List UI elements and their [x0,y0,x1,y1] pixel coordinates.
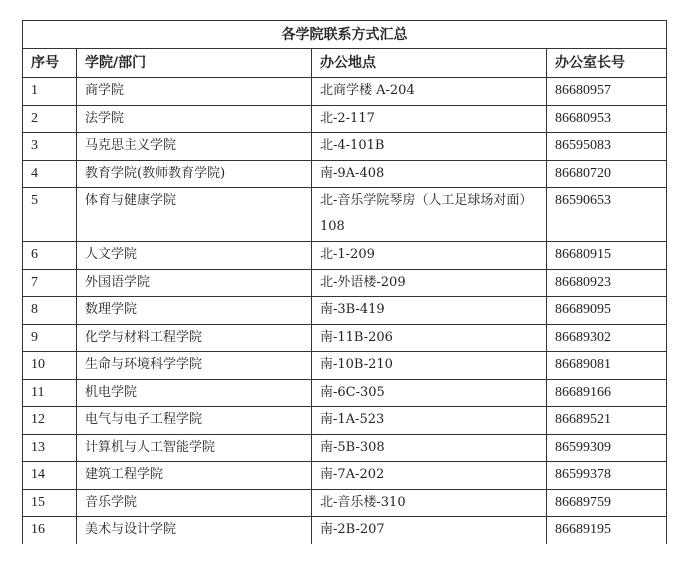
row-office: 北-音乐学院琴房（人工足球场对面）108 [312,188,547,242]
row-index: 3 [23,133,77,161]
table-row [23,489,667,517]
row-office: 北商学楼 A-204 [312,78,547,106]
table-row [23,434,667,462]
row-college: 生命与环境科学学院 [77,352,312,380]
row-phone: 86689302 [547,324,667,352]
row-index: 11 [23,379,77,407]
row-phone: 86680957 [547,78,667,106]
row-college: 体育与健康学院 [77,188,312,242]
row-college: 机电学院 [77,379,312,407]
row-college: 建筑工程学院 [77,462,312,490]
row-office: 北-1-209 [312,242,547,270]
row-office: 北-2-117 [312,105,547,133]
table-row [23,407,667,435]
header-phone: 办公室长号 [547,49,667,78]
row-office: 南-5B-308 [312,434,547,462]
row-index: 5 [23,188,77,242]
row-index: 13 [23,434,77,462]
row-college: 美术与设计学院 [77,517,312,544]
table-row [23,297,667,325]
table-row [23,188,667,242]
table-title: 各学院联系方式汇总 [23,21,667,49]
table-row [23,462,667,490]
row-college: 数理学院 [77,297,312,325]
row-index: 10 [23,352,77,380]
row-office: 北-音乐楼-310 [312,489,547,517]
row-phone: 86689195 [547,517,667,544]
header-college: 学院/部门 [77,49,312,78]
contact-table [22,20,667,544]
row-office: 南-10B-210 [312,352,547,380]
row-college: 音乐学院 [77,489,312,517]
row-college: 马克思主义学院 [77,133,312,161]
row-index: 15 [23,489,77,517]
row-phone: 86689166 [547,379,667,407]
row-phone: 86599378 [547,462,667,490]
row-college: 法学院 [77,105,312,133]
row-office: 南-11B-206 [312,324,547,352]
table-row [23,242,667,270]
row-phone: 86689521 [547,407,667,435]
table-row [23,160,667,188]
row-phone: 86595083 [547,133,667,161]
row-office: 南-3B-419 [312,297,547,325]
row-college: 人文学院 [77,242,312,270]
table-row [23,78,667,106]
table-row [23,269,667,297]
row-office: 北-外语楼-209 [312,269,547,297]
header-office: 办公地点 [312,49,547,78]
row-office: 南-2B-207 [312,517,547,544]
header-index: 序号 [23,49,77,78]
row-phone: 86680953 [547,105,667,133]
row-index: 16 [23,517,77,544]
table-row [23,324,667,352]
row-college: 化学与材料工程学院 [77,324,312,352]
row-college: 电气与电子工程学院 [77,407,312,435]
table-row [23,133,667,161]
row-phone: 86689095 [547,297,667,325]
row-college: 商学院 [77,78,312,106]
row-college: 外国语学院 [77,269,312,297]
table-row [23,105,667,133]
row-phone: 86590653 [547,188,667,242]
row-index: 4 [23,160,77,188]
row-index: 7 [23,269,77,297]
row-index: 9 [23,324,77,352]
row-college: 教育学院(教师教育学院) [77,160,312,188]
row-college: 计算机与人工智能学院 [77,434,312,462]
row-phone: 86689081 [547,352,667,380]
row-phone: 86680720 [547,160,667,188]
row-index: 12 [23,407,77,435]
table-row [23,379,667,407]
row-phone: 86599309 [547,434,667,462]
row-office: 北-4-101B [312,133,547,161]
row-office: 南-7A-202 [312,462,547,490]
row-index: 14 [23,462,77,490]
row-phone: 86689759 [547,489,667,517]
row-office: 南-1A-523 [312,407,547,435]
table-header-row [23,49,667,78]
row-office: 南-9A-408 [312,160,547,188]
row-index: 8 [23,297,77,325]
row-phone: 86680923 [547,269,667,297]
row-index: 6 [23,242,77,270]
table-row [23,517,667,544]
row-index: 1 [23,78,77,106]
table-row [23,352,667,380]
row-office: 南-6C-305 [312,379,547,407]
row-phone: 86680915 [547,242,667,270]
row-index: 2 [23,105,77,133]
table-title-row [23,21,667,49]
